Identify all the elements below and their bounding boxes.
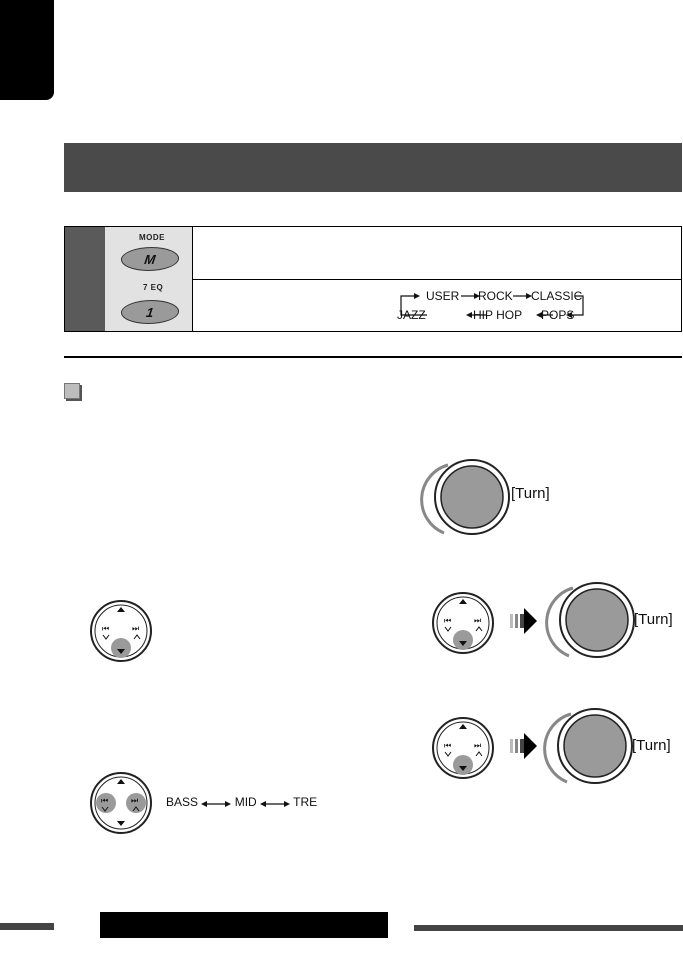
control-knob-icon[interactable]: [555, 578, 635, 668]
mode-button[interactable]: [119, 247, 180, 271]
next-step-arrow-icon: [510, 608, 540, 634]
svg-text:⏭: ⏭: [131, 796, 139, 805]
double-arrow-icon: [260, 800, 290, 808]
svg-text:⏮: ⏮: [101, 796, 109, 805]
direction-pad-left-right-icon[interactable]: [90, 770, 154, 836]
tone-bass: BASS: [166, 795, 199, 809]
section-title-bar: [64, 143, 682, 192]
eq-preset-rock: ROCK: [478, 289, 513, 303]
eq-preset-hiphop: HIP HOP: [473, 308, 523, 322]
language-tab: [0, 0, 54, 100]
tone-tre: TRE: [293, 795, 318, 809]
footer-bar-right: [414, 925, 683, 931]
turn-label: [Turn]: [634, 611, 673, 628]
eq-preset-jazz: JAZZ: [397, 308, 426, 322]
footer-page-block: [100, 912, 388, 938]
section-divider: [64, 356, 682, 358]
direction-pad-down-icon[interactable]: [432, 715, 496, 781]
direction-pad-down-icon[interactable]: [432, 590, 496, 656]
eq-button-glyph: 1: [145, 304, 155, 320]
step-cell: [65, 279, 105, 331]
svg-text:⏭: ⏭: [474, 616, 482, 625]
svg-text:⏭: ⏭: [132, 624, 140, 633]
subsection-bullet-icon: [64, 383, 80, 399]
control-knob-icon[interactable]: [430, 455, 510, 545]
eq-operation-table: [64, 226, 682, 332]
button-cell: [105, 279, 193, 331]
eq-preset-pops: POPS: [541, 308, 575, 322]
next-step-arrow-icon: [510, 733, 540, 759]
step-cell: [65, 227, 105, 279]
control-knob-icon[interactable]: [553, 704, 633, 794]
svg-text:⏮: ⏮: [102, 624, 110, 633]
eq-preset-button[interactable]: [119, 300, 180, 324]
direction-pad-down-icon[interactable]: [90, 598, 154, 664]
svg-text:⏭: ⏭: [474, 741, 482, 750]
tone-sequence: [166, 795, 317, 809]
svg-text:⏮: ⏮: [444, 616, 452, 625]
double-arrow-icon: [201, 800, 231, 808]
eq-table-row: [65, 279, 681, 331]
button-cell: [105, 227, 193, 279]
tone-mid: MID: [234, 795, 257, 809]
turn-label: [Turn]: [511, 485, 550, 502]
turn-label: [Turn]: [632, 737, 671, 754]
footer-bar-left: [0, 923, 54, 930]
mode-button-glyph: M: [143, 251, 157, 267]
eq-preset-user: USER: [426, 289, 460, 303]
eq-button-caption: 7 EQ: [143, 283, 164, 292]
eq-preset-classic: CLASSIC: [531, 289, 583, 303]
svg-text:⏮: ⏮: [444, 741, 452, 750]
eq-table-row: [65, 227, 681, 280]
mode-button-caption: MODE: [139, 233, 165, 242]
